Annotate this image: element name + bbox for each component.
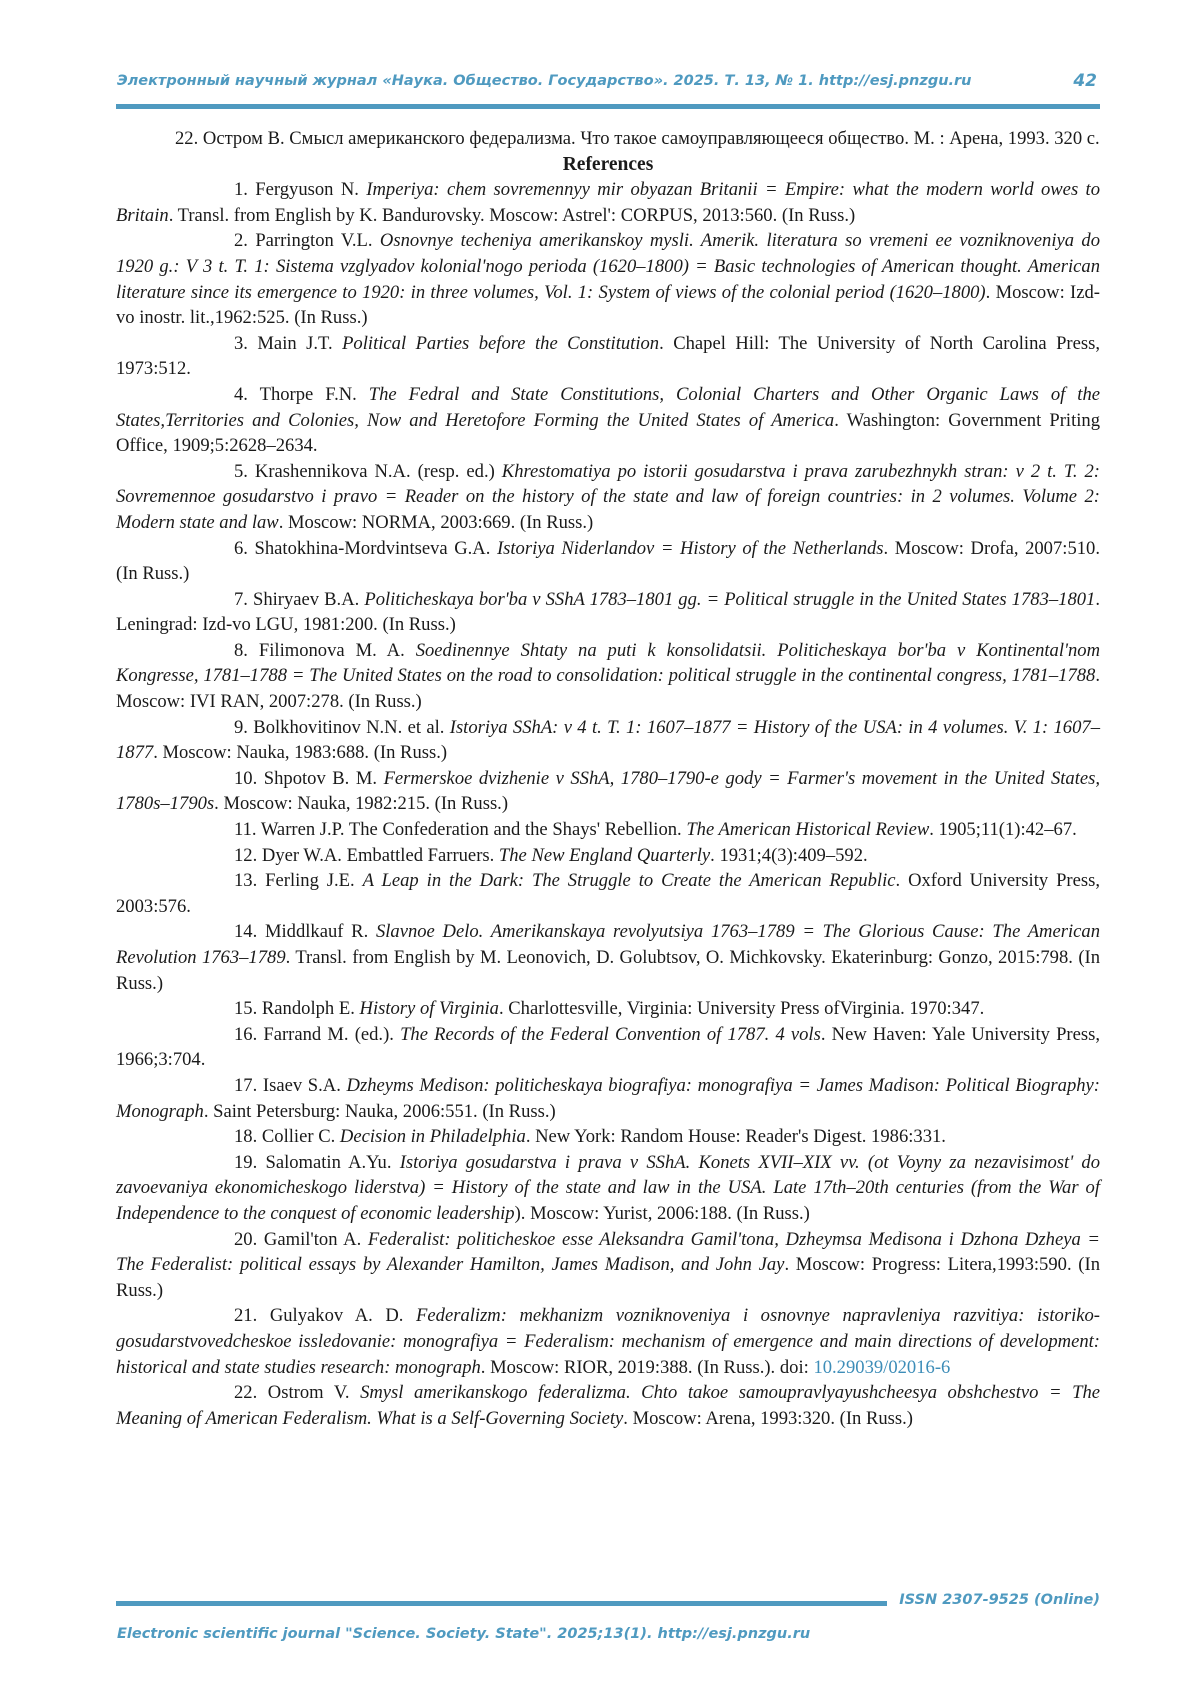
reference-title: Osnovnye techeniya amerikanskoy mysli. Amerik. literatura so vremeni ee vozniknoveniya do 1920 g.: V 3 t. T. 1: Sistema vzglyadov kolonial'nogo perioda (1620–1800) = Basic technologies of American thought. American literature since its emergence to 1920: in three volumes, Vol. 1: System of views of the colonial period (1620–1800)	[116, 230, 1100, 303]
reference-number: 6.	[234, 537, 248, 559]
reference-details: . Chapel Hill: The University of North Carolina Press, 1973:512.	[116, 332, 1100, 380]
reference-author: Salomatin A.Yu.	[257, 1151, 400, 1173]
reference-number: 18.	[234, 1126, 258, 1148]
reference-details: . Charlottesville, Virginia: University Press ofVirginia. 1970:347.	[498, 998, 985, 1020]
ru-reference-entry: 22. Остром В. Смысл американского федерализма. Что такое самоуправляющееся общество. М. : Арена, 1993. 320 с.	[175, 128, 1100, 149]
reference-author: Gamil'ton A.	[257, 1228, 368, 1250]
reference-number: 3.	[234, 332, 248, 354]
reference-number: 2.	[234, 230, 248, 252]
reference-item	[116, 1022, 1100, 1073]
reference-item	[116, 638, 1100, 715]
reference-number: 10.	[234, 767, 258, 789]
reference-item	[116, 177, 1100, 228]
reference-item	[116, 459, 1100, 536]
reference-title: The Records of the Federal Convention of 1787. 4 vols	[400, 1023, 821, 1045]
reference-author: Middlkauf R.	[257, 921, 376, 943]
reference-title: Fermerskoe dvizhenie v SShA, 1780–1790-e gody = Farmer's movement in the United States, 1780s–1790s	[116, 767, 1101, 815]
reference-number: 14.	[234, 921, 258, 943]
reference-item	[116, 1303, 1100, 1380]
reference-item	[116, 868, 1100, 919]
reference-details: . Saint Petersburg: Nauka, 2006:551. (In Russ.)	[203, 1100, 556, 1122]
header-rule	[116, 104, 1100, 109]
reference-title: The American Historical Review	[686, 819, 930, 841]
reference-author: Warren J.P. The Confederation and the Shays' Rebellion.	[256, 819, 687, 841]
reference-number: 13.	[234, 870, 258, 892]
issn-label: ISSN 2307-9525 (Online)	[899, 1592, 1100, 1608]
reference-item	[116, 1124, 1100, 1150]
reference-author: Gulyakov A. D.	[257, 1305, 417, 1327]
reference-number: 12.	[234, 844, 258, 866]
reference-details: . 1905;11(1):42–67.	[929, 819, 1077, 841]
reference-details: ). Moscow: Yurist, 2006:188. (In Russ.)	[514, 1202, 810, 1224]
references-list	[116, 177, 1100, 1431]
reference-title: A Leap in the Dark: The Struggle to Create the American Republic	[362, 870, 896, 892]
reference-details: . New Haven: Yale University Press, 1966;3:704.	[116, 1023, 1100, 1071]
reference-item	[116, 587, 1100, 638]
reference-details: . Moscow: IVI RAN, 2007:278. (In Russ.)	[116, 665, 1100, 713]
reference-author: Dyer W.A. Embattled Farruers.	[257, 844, 499, 866]
reference-title: Federalizm: mekhanizm vozniknoveniya i osnovnye napravleniya razvitiya: istoriko-gosudarstvovedcheskoe issledovanie: monografiya = Federalism: mechanism of emergence and main directions of development: historical and state studies research: monograph	[116, 1305, 1100, 1378]
reference-number: 22.	[234, 1382, 258, 1404]
reference-details: . Transl. from English by K. Bandurovsky. Moscow: Astrel': CORPUS, 2013:560. (In Russ.)	[168, 204, 856, 226]
reference-title: Istoriya SShA: v 4 t. T. 1: 1607–1877 = History of the USA: in 4 volumes. V. 1: 1607–1877	[116, 716, 1100, 764]
doi-link[interactable]: 10.29039/02016-6	[813, 1356, 951, 1378]
reference-details: . New York: Random House: Reader's Digest. 1986:331.	[525, 1126, 946, 1148]
reference-item	[116, 1150, 1100, 1227]
reference-details: . Moscow: Izd-vo inostr. lit.,1962:525. (In Russ.)	[116, 281, 1100, 329]
reference-author: Fergyuson N.	[247, 179, 367, 201]
reference-item	[116, 919, 1100, 996]
reference-item	[116, 536, 1100, 587]
reference-author: Collier C.	[257, 1126, 340, 1148]
reference-author: Thorpe F.N.	[247, 383, 369, 405]
reference-item	[116, 228, 1100, 330]
reference-title: Federalist: politicheskoe esse Aleksandra Gamil'tona, Dzheymsa Medisona i Dzhona Dzheya = The Federalist: political essays by Alexander Hamilton, James Madison, and John Jay	[116, 1228, 1100, 1276]
reference-author: Ferling J.E.	[257, 870, 363, 892]
reference-details: . Moscow: Drofa, 2007:510. (In Russ.)	[116, 537, 1100, 585]
reference-title: The Fedral and State Constitutions, Colonial Charters and Other Organic Laws of the States,Territories and Colonies, Now and Heretofore Forming the United States of America	[116, 383, 1100, 431]
reference-details: . 1931;4(3):409–592.	[710, 844, 868, 866]
reference-details: . Oxford University Press, 2003:576.	[116, 870, 1100, 917]
reference-author: Randolph E.	[257, 998, 360, 1020]
reference-item	[116, 817, 1100, 843]
reference-author: Shatokhina-Mordvintseva G.A.	[247, 537, 497, 559]
reference-details: . Washington: Government Priting Office, 1909;5:2628–2634.	[116, 409, 1100, 457]
reference-title: Khrestomatiya po istorii gosudarstva i prava zarubezhnykh stran: v 2 t. T. 2: Sovremennoe gosudarstvo i pravo = Reader on the history of the state and law of foreign countries: in 2 volumes. Volume 2: Modern state and law	[116, 460, 1100, 533]
reference-author: Filimonova M. A.	[247, 639, 416, 661]
reference-author: Bolkhovitinov N.N. et al.	[247, 716, 450, 738]
reference-author: Farrand M. (ed.).	[257, 1023, 401, 1045]
reference-title: Decision in Philadelphia	[339, 1126, 526, 1148]
page-body	[116, 126, 1100, 1431]
reference-details: . Moscow: NORMA, 2003:669. (In Russ.)	[278, 511, 594, 533]
reference-author: Ostrom V.	[257, 1382, 361, 1404]
reference-details: . Moscow: Progress: Litera,1993:590. (In Russ.)	[116, 1254, 1100, 1301]
reference-details: . Moscow: Nauka, 1983:688. (In Russ.)	[153, 742, 448, 764]
reference-author: Shpotov B. M.	[257, 767, 384, 789]
header-journal-title: Электронный научный журнал «Наука. Общество. Государство». 2025. Т. 13, № 1. http://esj.pnzgu.ru	[117, 73, 972, 89]
footer-journal-title: Electronic scientific journal "Science. Society. State". 2025;13(1). http://esj.pnzgu.ru	[117, 1626, 811, 1642]
reference-author: Shiryaev B.A.	[247, 588, 365, 610]
page-header	[117, 73, 1097, 95]
reference-item	[116, 766, 1100, 817]
reference-item	[116, 1073, 1100, 1124]
page-number: 42	[1073, 71, 1097, 91]
reference-number: 5.	[234, 460, 248, 482]
reference-details: . Transl. from English by M. Leonovich, D. Golubtsov, O. Michkovsky. Ekaterinburg: Gonzo, 2015:798. (In Russ.)	[116, 947, 1101, 994]
reference-number: 11.	[234, 819, 257, 841]
reference-number: 4.	[234, 383, 248, 405]
reference-details: . Leningrad: Izd-vo LGU, 1981:200. (In Russ.)	[116, 588, 1101, 636]
reference-number: 1.	[234, 179, 248, 201]
reference-item	[116, 715, 1100, 766]
reference-details: . Moscow: Nauka, 1982:215. (In Russ.)	[214, 793, 509, 815]
reference-number: 17.	[234, 1074, 258, 1096]
reference-item	[116, 1227, 1100, 1304]
reference-number: 21.	[234, 1305, 258, 1327]
reference-title: Political Parties before the Constitution	[342, 332, 660, 354]
reference-title: Slavnoe Delo. Amerikanskaya revolyutsiya 1763–1789 = The Glorious Cause: The American Revolution 1763–1789	[116, 921, 1100, 968]
footer-rule	[116, 1601, 887, 1606]
reference-title: Istoriya gosudarstva i prava v SShA. Konets XVII–XIX vv. (ot Voyny za nezavisimost' do zavoevaniya ekonomicheskogo liderstva) = History of the state and law in the USA. Late 17th–20th centuries (from the War of Independence to the conquest of economic leadership	[116, 1151, 1100, 1224]
reference-title: Soedinennye Shtaty na puti k konsolidatsii. Politicheskaya bor'ba v Kontinental'nom Kongresse, 1781–1788 = The United States on the road to consolidation: political struggle in the continental congress, 1781–1788	[116, 639, 1100, 687]
reference-details: . Moscow: Arena, 1993:320. (In Russ.)	[623, 1407, 913, 1429]
reference-author: Krashennikova N.A. (resp. ed.)	[247, 460, 502, 482]
reference-title: Smysl amerikanskogo federalizma. Chto takoe samoupravlyayushcheesya obshchestvo = The Meaning of American Federalism. What is a Self-Governing Society	[116, 1382, 1100, 1429]
reference-number: 19.	[234, 1151, 258, 1173]
reference-item	[116, 382, 1100, 459]
reference-author: Main J.T.	[247, 332, 343, 354]
reference-details: . Moscow: RIOR, 2019:388. (In Russ.). doi:	[480, 1356, 814, 1378]
reference-title: History of Virginia	[359, 998, 499, 1020]
reference-number: 8.	[234, 639, 248, 661]
reference-item	[116, 1380, 1100, 1431]
reference-item	[116, 996, 1100, 1022]
reference-number: 9.	[234, 716, 248, 738]
reference-item	[116, 331, 1100, 382]
reference-number: 16.	[234, 1023, 258, 1045]
reference-title: Politicheskaya bor'ba v SShA 1783–1801 gg. = Political struggle in the United States 1783–1801	[364, 588, 1096, 610]
reference-author: Isaev S.A.	[257, 1074, 347, 1096]
reference-author: Parrington V.L.	[247, 230, 380, 252]
reference-number: 20.	[234, 1228, 258, 1250]
reference-number: 7.	[234, 588, 248, 610]
reference-title: Istoriya Niderlandov = History of the Netherlands	[496, 537, 884, 559]
references-heading: References	[562, 153, 654, 175]
reference-item	[116, 843, 1100, 869]
reference-title: The New England Quarterly	[498, 844, 711, 866]
reference-title: Dzheyms Medison: politicheskaya biografiya: monografiya = James Madison: Political Biography: Monograph	[116, 1074, 1100, 1122]
reference-number: 15.	[234, 998, 258, 1020]
reference-title: Imperiya: chem sovremennyy mir obyazan Britanii = Empire: what the modern world owes to Britain	[116, 179, 1100, 226]
